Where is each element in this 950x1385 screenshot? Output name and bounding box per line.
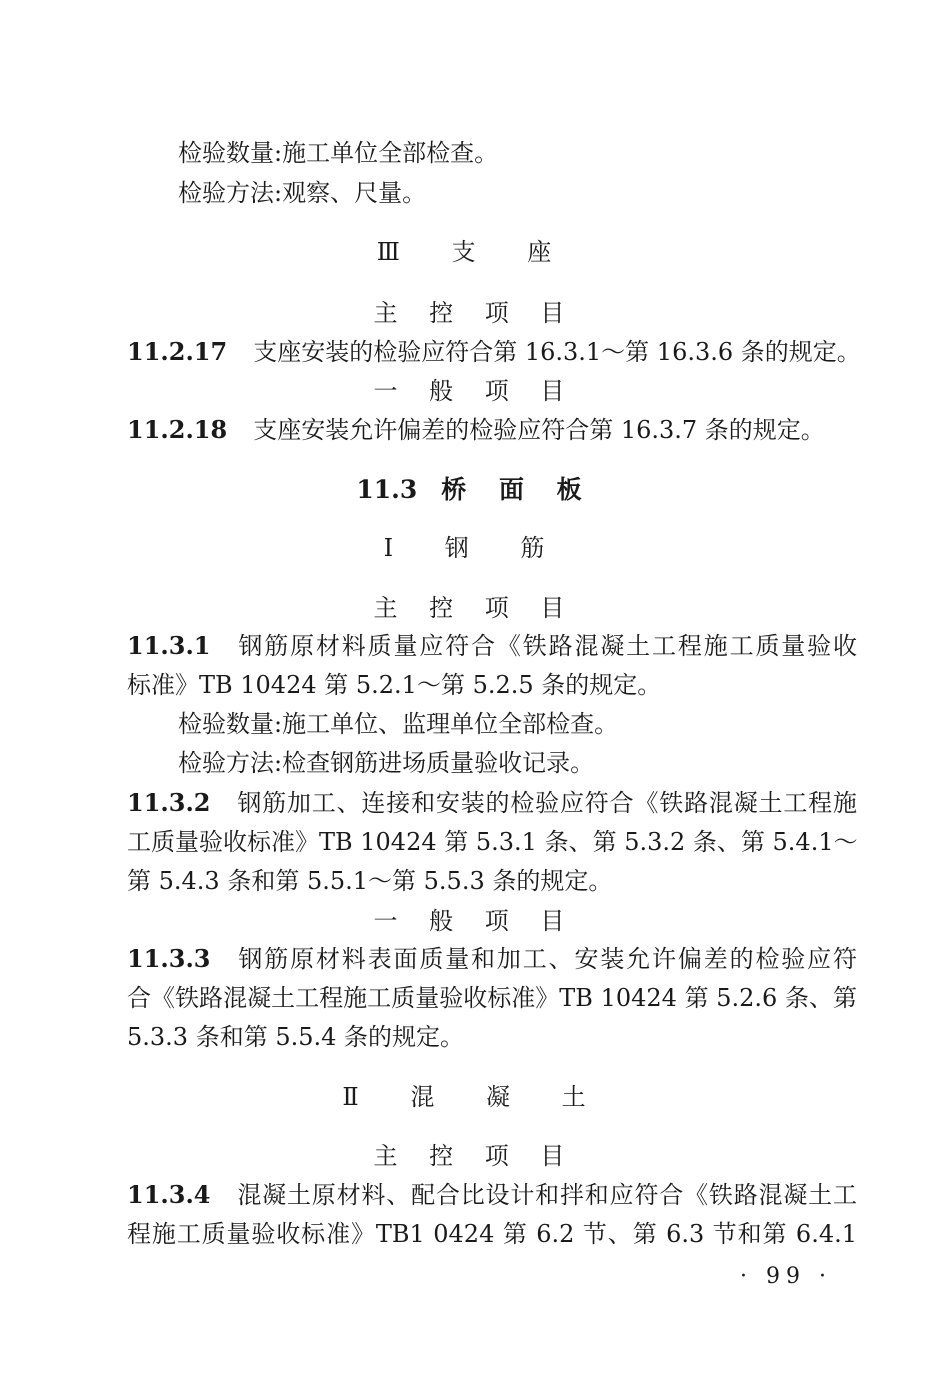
clause-text: 钢筋原材料表面质量和加工、安装允许偏差的检验应符	[236, 945, 857, 973]
subsection-heading-bearings: Ⅲ 支 座	[376, 238, 574, 266]
main-control-items-heading: 主 控 项 目	[373, 594, 577, 622]
inspection-quantity-line: 检验数量:施工单位全部检查。	[178, 139, 499, 167]
clause-11-3-2-continuation: 工质量验收标准》TB 10424 第 5.3.1 条、第 5.3.2 条、第 5.4.1～	[127, 828, 858, 856]
clause-11-3-1-continuation: 标准》TB 10424 第 5.2.1～第 5.2.5 条的规定。	[127, 671, 662, 699]
main-control-items-heading: 主 控 项 目	[373, 1142, 577, 1170]
clause-number: 11.3.2	[127, 788, 211, 817]
inspection-method-line: 检验方法:观察、尺量。	[178, 179, 427, 207]
clause-11-3-3-continuation: 5.3.3 条和第 5.5.4 条的规定。	[127, 1023, 465, 1051]
clause-11-2-18	[127, 412, 857, 448]
main-control-items-heading: 主 控 项 目	[373, 299, 577, 327]
page-number: · 99 ·	[740, 1264, 832, 1289]
clause-11-2-17	[127, 334, 861, 370]
clause-number: 11.3.4	[127, 1180, 211, 1209]
clause-number: 11.2.18	[127, 415, 228, 444]
clause-text: 钢筋原材料质量应符合《铁路混凝土工程施工质量验收	[236, 632, 857, 660]
section-title: 桥 面 板	[441, 475, 594, 504]
clause-text: 混凝土原材料、配合比设计和拌和应符合《铁路混凝土工	[236, 1181, 857, 1209]
inspection-quantity-line: 检验数量:施工单位、监理单位全部检查。	[178, 710, 619, 738]
general-items-heading: 一 般 项 目	[373, 907, 577, 935]
clause-11-3-3-continuation: 合《铁路混凝土工程施工质量验收标准》TB 10424 第 5.2.6 条、第	[127, 984, 857, 1012]
subsection-heading-rebar: Ⅰ 钢 筋	[383, 534, 567, 562]
clause-number: 11.3.3	[127, 944, 211, 973]
clause-number: 11.2.17	[127, 337, 228, 366]
clause-11-3-3	[127, 941, 857, 977]
clause-11-3-2	[127, 785, 857, 821]
clause-text: 支座安装允许偏差的检验应符合第 16.3.7 条的规定。	[253, 416, 825, 444]
clause-text: 钢筋加工、连接和安装的检验应符合《铁路混凝土工程施	[236, 789, 857, 817]
subsection-heading-concrete: Ⅱ 混 凝 土	[342, 1083, 608, 1111]
section-number: 11.3	[356, 475, 418, 504]
clause-number: 11.3.1	[127, 631, 211, 660]
clause-11-3-1	[127, 628, 857, 664]
inspection-method-line: 检验方法:检查钢筋进场质量验收记录。	[178, 749, 595, 777]
clause-11-3-4-continuation: 程施工质量验收标准》TB1 0424 第 6.2 节、第 6.3 节和第 6.4.1	[127, 1220, 857, 1248]
general-items-heading: 一 般 项 目	[373, 377, 577, 405]
clause-11-3-2-continuation: 第 5.4.3 条和第 5.5.1～第 5.5.3 条的规定。	[127, 867, 613, 895]
section-heading-11-3	[0, 472, 950, 508]
clause-11-3-4	[127, 1177, 857, 1213]
clause-text: 支座安装的检验应符合第 16.3.1～第 16.3.6 条的规定。	[253, 338, 861, 366]
